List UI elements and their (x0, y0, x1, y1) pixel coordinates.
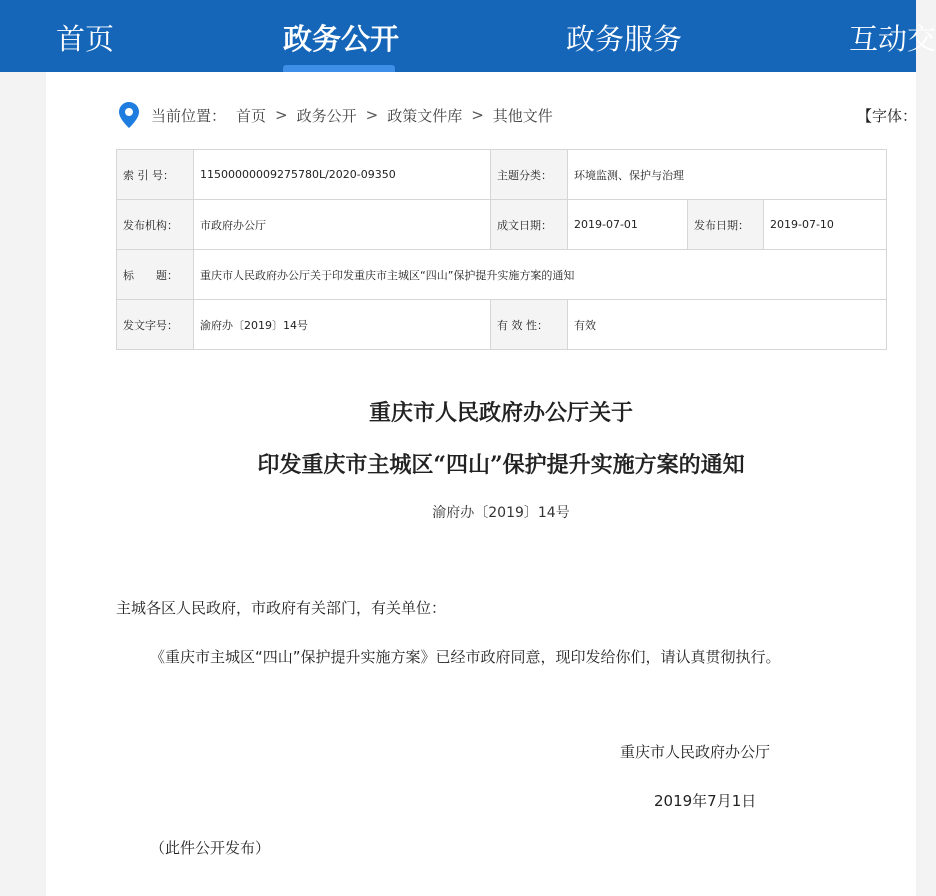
publish-date-value: 2019-07-10 (764, 200, 887, 250)
top-navigation (0, 0, 936, 72)
topic-label: 主题分类： (491, 150, 568, 200)
issuer-value: 市政府办公厅 (194, 200, 491, 250)
nav-active-indicator (283, 65, 395, 72)
breadcrumb-item-government-affairs[interactable]: 政务公开 (296, 106, 357, 125)
written-date-label: 成文日期： (491, 200, 568, 250)
document-title-line-1: 重庆市人民政府办公厅关于 (368, 400, 633, 426)
breadcrumb-separator: > (275, 106, 288, 124)
breadcrumb (119, 102, 553, 128)
breadcrumb-item-home[interactable]: 首页 (236, 106, 267, 125)
font-size-control[interactable]: 【字体： (857, 107, 918, 125)
validity-label: 有 效 性： (491, 300, 568, 350)
nav-item-government-affairs[interactable]: 政务公开 (283, 22, 400, 56)
document-metadata-table (116, 149, 887, 350)
title-value: 重庆市人民政府办公厅关于印发重庆市主城区“四山”保护提升实施方案的通知 (194, 250, 887, 300)
written-date-value: 2019-07-01 (568, 200, 688, 250)
document-title-line-2: 印发重庆市主城区“四山”保护提升实施方案的通知 (257, 452, 745, 478)
document-date: 2019年7月1日 (654, 792, 757, 810)
location-pin-icon (119, 102, 139, 128)
nav-item-interaction[interactable]: 互动交 (849, 22, 936, 56)
validity-value: 有效 (568, 300, 887, 350)
doc-number-value: 渝府办〔2019〕14号 (194, 300, 491, 350)
doc-number-label: 发文字号： (117, 300, 194, 350)
nav-item-government-services[interactable]: 政务服务 (566, 22, 683, 56)
breadcrumb-separator: > (471, 106, 484, 124)
document-body: 《重庆市主城区“四山”保护提升实施方案》已经市政府同意，现印发给你们，请认真贯彻执行。 (150, 648, 781, 666)
table-row (117, 150, 887, 200)
breadcrumb-prefix: 当前位置： (151, 106, 227, 125)
document-note: （此件公开发布） (150, 839, 271, 857)
nav-item-home[interactable]: 首页 (56, 22, 115, 56)
topic-value: 环境监测、保护与治理 (568, 150, 887, 200)
breadcrumb-item-other-files[interactable]: 其他文件 (492, 106, 553, 125)
publish-date-label: 发布日期： (688, 200, 764, 250)
issuer-label: 发布机构： (117, 200, 194, 250)
table-row (117, 250, 887, 300)
index-value: 11500000009275780L/2020-09350 (194, 150, 491, 200)
index-label: 索 引 号： (117, 150, 194, 200)
title-label: 标 题： (117, 250, 194, 300)
breadcrumb-separator: > (365, 106, 379, 124)
table-row (117, 300, 887, 350)
breadcrumb-item-policy-library[interactable]: 政策文件库 (387, 106, 463, 125)
document-signature: 重庆市人民政府办公厅 (620, 743, 771, 761)
document-number: 渝府办〔2019〕14号 (432, 505, 570, 521)
table-row (117, 200, 887, 250)
document-recipients: 主城各区人民政府，市政府有关部门，有关单位： (116, 599, 447, 617)
